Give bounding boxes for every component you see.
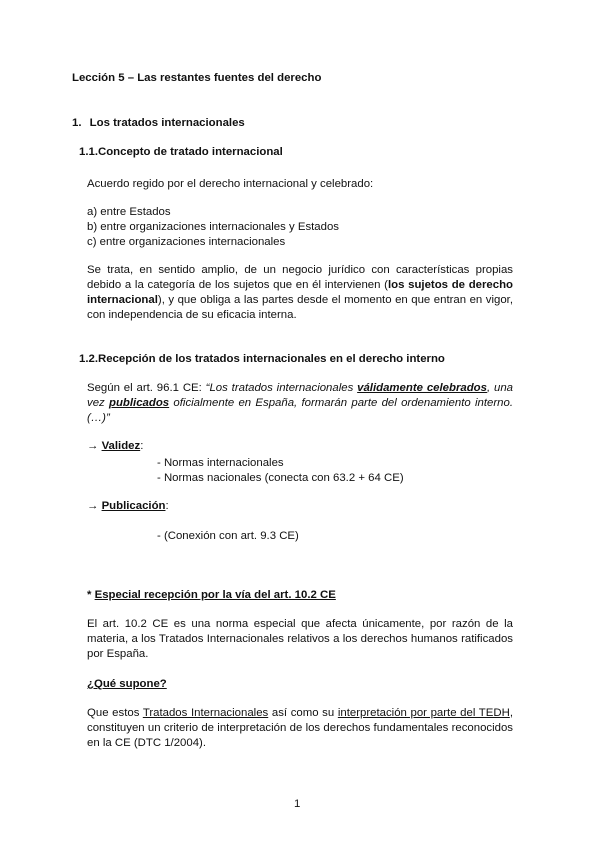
- list-item: - Normas nacionales (conecta con 63.2 + 64 CE): [157, 472, 404, 484]
- list-item: a) entre Estados: [87, 206, 171, 218]
- section-number: 1.: [72, 117, 82, 129]
- especial-paragraph: El art. 10.2 CE es una norma especial que afecta únicamente, por razón de la materia, a los Tratados Internacionales relativos a los derechos humanos ratificados por España.: [87, 618, 513, 660]
- definition-intro: Acuerdo regido por el derecho internacional y celebrado:: [87, 178, 374, 190]
- bold-term: los sujetos de derecho internacional: [87, 279, 514, 306]
- paragraph-text: Se trata, en sentido amplio, de un negocio jurídico con características propias debido a la categoría de los sujetos que en él intervienen (: [87, 264, 513, 291]
- list-item: c) entre organizaciones internacionales: [87, 236, 286, 248]
- question-heading: ¿Qué supone?: [87, 678, 167, 690]
- section-heading: [72, 116, 245, 131]
- list-item: - (Conexión con art. 9.3 CE): [157, 530, 299, 542]
- quote-text: “Los tratados internacionales: [205, 382, 358, 394]
- list-item: b) entre organizaciones internacionales y Estados: [87, 221, 340, 233]
- asterisk: *: [87, 589, 95, 601]
- article-quote: [87, 381, 513, 426]
- arrow-icon: →: [87, 500, 102, 512]
- paragraph-text: , constituyen un criterio de interpretación de los derechos fundamentales reconocidos en la CE (DTC 1/2004).: [87, 707, 513, 749]
- subsection-title-1-1: 1.1.Concepto de tratado internacional: [79, 146, 283, 158]
- lesson-title: Lección 5 – Las restantes fuentes del derecho: [72, 72, 322, 84]
- quote-emphasis: válidamente celebrados: [357, 382, 487, 394]
- section-title: Los tratados internacionales: [89, 117, 245, 129]
- paragraph-text: Que estos: [87, 707, 143, 719]
- arrow-icon: →: [87, 440, 102, 452]
- colon: :: [140, 440, 144, 452]
- quote-intro: Según el art. 96.1 CE:: [87, 382, 206, 394]
- publicacion-label: Publicación: [101, 500, 166, 512]
- paragraph-text: ), y que obliga a las partes desde el momento en que entran en vigor, con independencia de su eficacia interna.: [87, 294, 513, 321]
- especial-title: Especial recepción por la vía del art. 10.2 CE: [94, 589, 336, 601]
- definition-paragraph: [87, 263, 513, 323]
- list-item: - Normas internacionales: [157, 457, 284, 469]
- especial-heading: [87, 588, 336, 603]
- colon: :: [165, 500, 169, 512]
- subsection-title-1-2: 1.2.Recepción de los tratados internacionales en el derecho interno: [79, 353, 445, 365]
- quote-emphasis: publicados: [109, 397, 170, 409]
- validez-heading: [87, 439, 143, 454]
- validez-label: Validez: [101, 440, 141, 452]
- quote-text: oficialmente en España, formarán parte del ordenamiento interno. (…)”: [87, 397, 513, 424]
- underlined-term: interpretación por parte del TEDH: [337, 707, 510, 719]
- page-number: 1: [294, 798, 301, 810]
- publicacion-heading: [87, 499, 169, 514]
- answer-paragraph: [87, 706, 513, 751]
- paragraph-text: así como su: [268, 707, 338, 719]
- underlined-term: Tratados Internacionales: [142, 707, 269, 719]
- quote-text: , una vez: [87, 382, 513, 409]
